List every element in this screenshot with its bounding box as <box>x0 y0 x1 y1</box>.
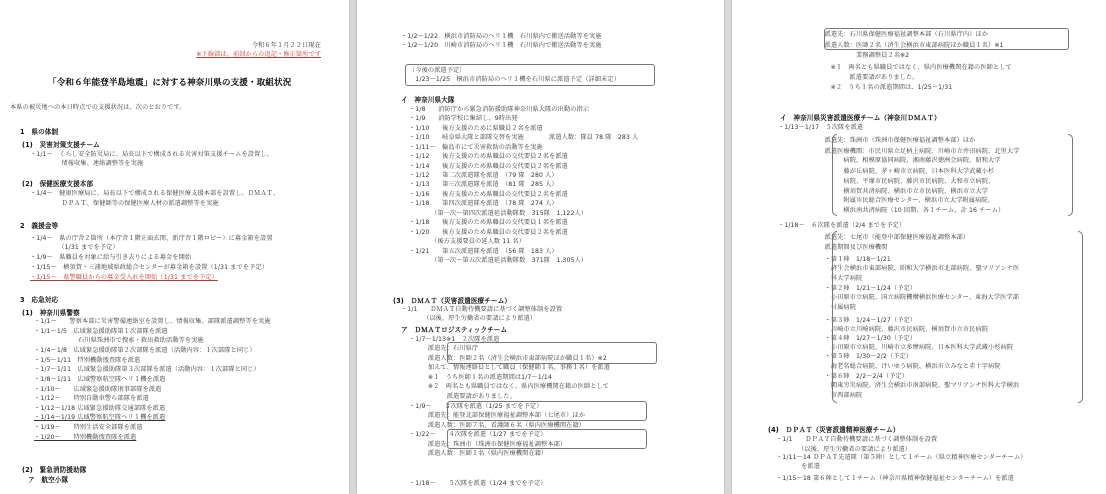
document-line: ・1/10 岐阜県大隊と部隊交替を実施 派遣人数：隊員 78 隊 283 人 <box>409 134 639 141</box>
document-line: 派遣人数：医師１名（県内医療機関在籍） <box>409 450 548 457</box>
dispatch-box-5 <box>824 28 1069 50</box>
document-line: ・第５陣 1/30～2/2（予定） <box>812 353 913 360</box>
document-line: ・1/18 後方支援のため県職員の交代要員１名を派遣 <box>409 219 568 226</box>
document-line: ・1/9～ ３次隊を派遣（1/25 までを予定） <box>409 403 543 410</box>
document-line: ※２ うち１名の派遣期間は、1/25～1/31 <box>818 84 953 91</box>
document-line: ・1/11～14 ＤＰＡＴ先遣隊（第５陣）として１チーム（県立精神医療センターチーム） <box>776 454 1027 461</box>
section-heading: (3) ＤＭＡＴ（災害派遣医療チーム） <box>393 297 512 305</box>
document-line: ・1/20 後方支援のため県職員の交代要員２名を派遣 <box>409 229 568 236</box>
document-line: ・1/2～1/20 川崎市消防局のヘリ１機 石川県内で搬送活動等を実施 <box>401 42 602 49</box>
document-line: ・1/10 後方支援のために県職員２名を派遣 <box>409 125 543 132</box>
document-line: 派遣先：珠洲市（珠洲市保健医療福祉調整本部） <box>409 441 567 448</box>
document-line: 派遣人数：医師２名（済生会横浜市東部病院ほか職員１名）※1 <box>812 42 1004 49</box>
document-line: ・1/18 第四次派遣隊を派遣 （78 隊 274 人） <box>409 200 558 207</box>
document-line: 海老名総合病院、けいゆう病院、横浜市立みなと赤十字病院 <box>812 363 1001 370</box>
document-line: （1/31 までを予定） <box>30 244 119 251</box>
document-line: 派遣期間及び医療機関 <box>812 244 888 251</box>
document-line: ・1/5～1/11 特別機動捜査隊を派遣 <box>34 357 141 364</box>
document-line: 派遣医療機関：市民川県立足柄上病院、川崎市立井田病院、北里大学 <box>812 148 1020 155</box>
document-line: 市西部病院 <box>812 392 863 399</box>
document-line: ・1/1 ＤＭＡＴ自動待機要請に基づく調整体制を設置 <box>401 306 563 313</box>
document-line: 横浜南共済病院（10 回期、各１チーム、計 16 チーム） <box>812 207 1005 214</box>
document-line: 1/23～1/25 横浜市消防局のヘリ１機を石川県に派遣予定（詳細未定） <box>409 76 620 83</box>
document-line: ・1/15～18 第６陣として１チーム（神奈川県精神保健福祉センターチーム）を派遣 <box>776 475 1014 482</box>
brace-right-2 <box>1078 231 1083 403</box>
document-line: ※１ 両名とも県職員ではなく、県内医療機関在籍の医師として <box>818 64 1012 71</box>
document-line: 関東労災病院、済生会横浜市南部病院、聖マリアンナ医科大学横浜 <box>812 382 1020 389</box>
document-page-2 <box>357 0 724 494</box>
section-heading: ア ＤＭＡＴロジスティックチーム <box>401 326 508 334</box>
document-line: ・1/18～ ６次隊を派遣（2/4 までを予定） <box>778 222 906 229</box>
document-line: 小田原市立病院、国立病院機構横浜医療センター、東海大学医学部 <box>812 294 1019 301</box>
document-line: ・1/11～ 輪島市にて災害救助の活動等を実施 <box>409 144 543 151</box>
document-line: ・第２陣 1/21～1/24（予定） <box>812 285 917 292</box>
document-line: ・1/16 後方支援のため県職員の交代要員２名を派遣 <box>409 191 568 198</box>
section-heading: ア 航空小隊 <box>28 476 69 484</box>
document-line: ・1/19～ 特別生活安全部隊を派遣 <box>34 424 143 431</box>
section-heading: イ 神奈川県災害派遣医療チーム（神奈川ＤＭＡＴ） <box>780 114 941 122</box>
document-line: ・1/1～ くらし安全防災局に、局長以下で構成される災害対策支援チームを設置し、 <box>30 151 273 158</box>
document-line: ・1/7～1/11 広域緊急援助隊第３次部隊を派遣（活動内容：１次部隊と同じ） <box>34 366 260 373</box>
document-line: ＤＰＡＴ、保健師等の保健医療人材の派遣調整等を実施 <box>30 200 219 207</box>
document-line: ・1/8～1/11 広域警察航空隊ヘリ１機を派遣 <box>34 376 166 383</box>
document-line: ・1/4～ 健康医療局に、局長以下で構成される保健医療支援本部を設置し、ＤＭＡＴ、 <box>30 190 280 197</box>
section-heading: (1) 神奈川県警察 <box>22 309 80 317</box>
document-line: ・1/15～ 横須賀・三浦地域県政総合センターが募金箱を設置（1/31 までを予定） <box>30 264 268 271</box>
document-line: ・第１陣 1/18～1/21 <box>812 256 891 263</box>
document-line: を派遣 <box>776 463 821 470</box>
dispatch-box-4 <box>447 429 647 449</box>
document-line: ※２ 両名とも県職員ではなく、県内医療機関在籍の医師として <box>409 383 610 390</box>
document-line: 派遣先：石川県保健医療福祉調整本部（石川県庁内）ほか <box>812 31 989 38</box>
document-line: 情報収集、連絡調整等を実施 <box>30 160 144 167</box>
section-heading: (2) 緊急消防援助隊 <box>22 466 87 474</box>
document-line: ・1/13 第三次派遣隊を派遣 （81 隊 285 人） <box>409 181 558 188</box>
document-line: ・第４陣 1/27～1/30（予定） <box>812 335 917 342</box>
brace-left-1 <box>832 134 837 216</box>
document-line: 加えて、情報連絡員として職員（保健師１名、事務１名）を派遣 <box>409 364 611 371</box>
document-line: （後方支援要員の延人数 11 名） <box>409 238 525 245</box>
document-line: ・1/4～1/8 広域緊急援助隊第２次部隊を派遣（活動内容：１次部隊と同じ） <box>34 347 256 354</box>
document-line: ・1/22～ ４次隊を派遣（1/27 までを予定） <box>409 431 547 438</box>
document-line: 病院、相模原協同病院、湘南藤沢徳洲会病院、昭和大学 <box>812 157 1001 164</box>
dispatch-box-3 <box>447 401 647 421</box>
document-line: （第一次～第五次派遣延活動隊数 371隊 1,305人） <box>409 257 588 264</box>
section-heading: (4) ＤＰＡＴ（災害派遣精神医療チーム） <box>768 426 900 434</box>
document-line: ・第６陣 2/2～2/4（予定） <box>812 373 908 380</box>
document-line: 石川県珠洲市で捜索・救出救助活動等を実施 <box>34 337 204 344</box>
brace-right-1 <box>1068 134 1073 216</box>
document-line: 藤が丘病院、茅ヶ崎市立病院、日本医科大学武蔵小杉 <box>812 168 995 175</box>
document-line: ・1/4～ 県の庁舎２箇所（本庁舎１階正面玄関、新庁舎１階ロビー）に募金箱を設置 <box>30 235 273 242</box>
document-line: 付属病院 <box>812 304 857 311</box>
document-line: ・1/1～ 警察本部に災害警備連絡室を設置し、情報収集、部隊派遣調整等を実施 <box>34 318 271 325</box>
document-line: 病院、平塚市民病院、藤沢市民病院、大和市立病院、 <box>812 178 995 185</box>
document-line: ・1/10～ 広域緊急援助隊刑事部隊を派遣 <box>34 386 162 393</box>
section-heading: (1) 災害対策支援チーム <box>22 141 100 149</box>
document-line: 派遣人数：医師７名、看護師６名（県内医療機関在籍） <box>409 422 586 429</box>
document-line: ・1/15～ 県警職員からの募金受入れを開始（1/31 までを予定） <box>30 274 218 281</box>
document-line: 派遣要請がありました。 <box>818 74 919 81</box>
document-page-1 <box>0 0 349 494</box>
document-line: ・1/20～ 特別機動捜査隊を派遣 <box>34 434 137 441</box>
document-line: ・1/9～ 県職員を対象に給与引き去りによる募金を開始 <box>30 254 192 261</box>
document-line: （以後、厚生労働省の要請により派遣） <box>776 446 912 453</box>
document-line: ・1/12～ 特別自動車警ら部隊を派遣 <box>34 395 149 402</box>
section-heading: 2 義援金等 <box>20 222 59 230</box>
document-line: ・1/2～1/22 横浜市消防局のヘリ１機 石川県内で搬送活動等を実施 <box>401 33 602 40</box>
document-line: 派遣先：能登北部保健医療福祉調整本部（七尾市）ほか <box>409 412 586 419</box>
section-heading: (2) 保健医療支援本部 <box>22 180 94 188</box>
document-line: ※１ うち医師１名の派遣期間は1/7～1/14 <box>409 374 553 381</box>
document-line: 川崎市立川崎病院、藤沢市民病院、横須賀市立市民病院 <box>812 326 989 333</box>
document-intro: 本県の被災地への本日時点での支援状況は、次のとおりです。 <box>10 104 186 111</box>
document-line: ・1/12～1/18 広域緊急援助隊交通部隊を派遣 <box>34 405 166 412</box>
document-line: ・1/7～1/13※1 ２次隊を派遣 <box>409 336 500 343</box>
document-line: 派遣人数：医師２名（済生会横浜市東部病院ほか職員１名）※2 <box>409 355 607 362</box>
document-line: 横須賀共済病院、横浜市立市民病院、横浜市立大学 <box>812 188 989 195</box>
document-line: 済生会横浜市東部病院、昭和大学横浜市北部病院、聖マリアンナ医 <box>812 265 1020 272</box>
document-line: ・1/14～1/19 広域警察航空隊ヘリ１機を派遣 <box>34 414 166 421</box>
section-heading: イ 神奈川県大隊 <box>401 96 455 104</box>
brace-left-2 <box>832 231 837 403</box>
document-date: 令和６年１月２２日現在 <box>251 42 321 49</box>
document-line: ・1/8 消防庁から緊急消防援助隊神奈川県大隊の出動の指示 <box>409 106 590 113</box>
document-line: 科大学病院 <box>812 275 863 282</box>
document-page-3 <box>732 0 1106 494</box>
document-line: ・1/12 第二次派遣隊を派遣 （79 隊 280 人） <box>409 172 558 179</box>
document-line: ・1/12 後方支援のため県職員の交代要員２名を派遣 <box>409 153 568 160</box>
document-line: 派遣要請がありました。 <box>409 393 516 400</box>
revision-note: ※下線部は、前回からの追記・修正箇所です <box>196 51 321 58</box>
document-line: ・第３陣 1/24～1/27（予定） <box>812 317 917 324</box>
document-line: 小田原市立病院、川崎市立多摩病院、日本医科大学武蔵小杉病院 <box>812 344 1014 351</box>
document-line: ・1/1 ＤＰＡＴ自動待機要請に基づく調整体制を設置 <box>776 436 938 443</box>
document-line: ・1/21 第五次派遣隊を派遣 （56 隊 183 人） <box>409 248 558 255</box>
dispatch-box-2 <box>447 342 657 364</box>
document-line: 業務調整員２名※2 <box>812 52 910 59</box>
document-line: 〔今後の派遣予定〕 <box>409 67 466 74</box>
document-line: 派遣先：七尾市（能登中部保健医療福祉調整本部） <box>812 234 970 241</box>
document-title: 「令和６年能登半島地震」に対する神奈川県の支援・取組状況 <box>48 78 292 88</box>
section-heading: 1 県の体制 <box>20 128 59 136</box>
document-line: ・1/13～1/17 ５次隊を派遣 <box>778 124 864 131</box>
section-heading: 3 応急対応 <box>20 296 59 304</box>
document-line: ・1/14 後方支援のため県職員の交代要員２名を派遣 <box>409 163 568 170</box>
document-line: ・1/9 消防学校に集結し、9時出発 <box>409 115 518 122</box>
document-line: 派遣先：石川県庁 <box>409 345 479 352</box>
document-line: ・1/1～1/5 広域緊急援助隊第１次部隊を派遣 <box>34 328 168 335</box>
document-line: （第一次～第四次派遣延活動隊数 315隊 1,122人） <box>409 210 588 217</box>
document-line: ・1/18～ ５次隊を派遣（1/24 までを予定） <box>409 480 547 487</box>
document-line: 派遣先：珠洲市（珠洲市保健医療福祉調整本部）ほか <box>812 137 976 144</box>
document-line: （以後、厚生労働省の要請により派遣） <box>401 315 537 322</box>
document-line: 附属市民総合医療センター、横浜市立大学附属病院、 <box>812 197 994 204</box>
future-plan-box <box>405 64 655 86</box>
